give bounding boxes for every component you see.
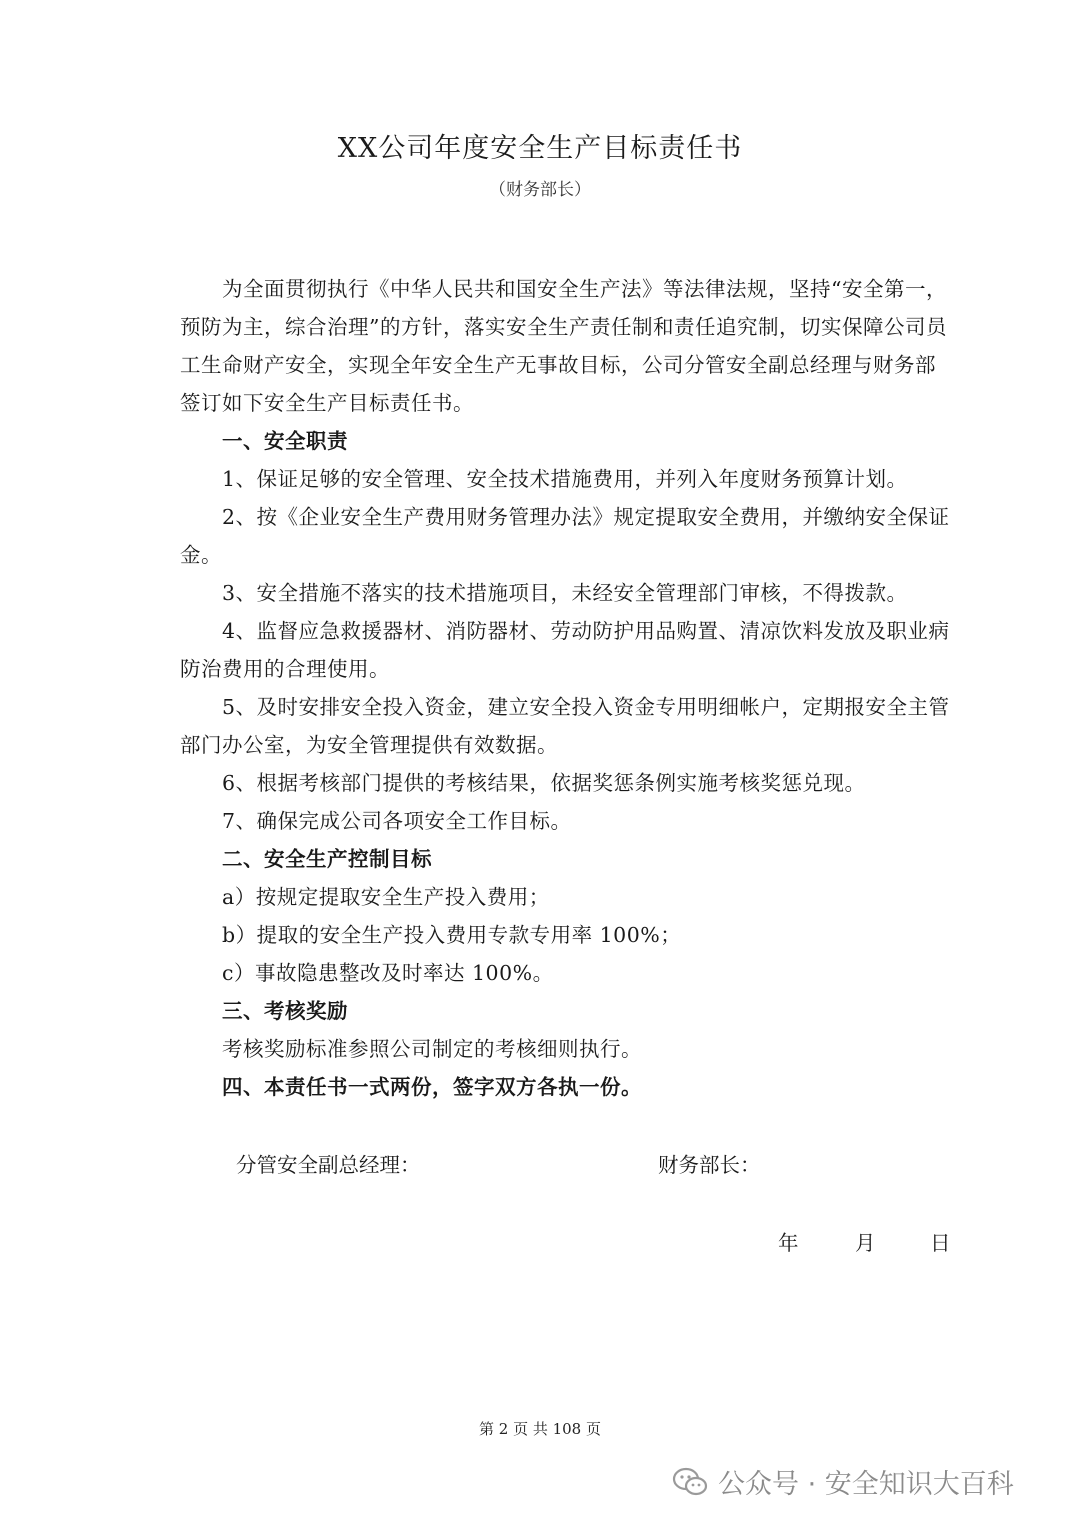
document-title: XX公司年度安全生产目标责任书 (337, 133, 743, 164)
intro-paragraph: 为全面贯彻执行《中华人民共和国安全生产法》等法律法规，坚持“安全第一，预防为主，综合治理”的方针，落实安全生产责任制和责任追究制，切实保障公司员工生命财产安全，实现全年安全生产无事故目标，公司分管安全副总经理与财务部签订如下安全生产目标责任书。 (180, 277, 947, 415)
section-heading: 二、安全生产控制目标 (222, 847, 432, 871)
duty-item: 2、按《企业安全生产费用财务管理办法》规定提取安全费用，并缴纳安全保证金。 (180, 505, 950, 567)
signature-right-label: 财务部长： (658, 1153, 761, 1177)
target-item: a）按规定提取安全生产投入费用； (222, 885, 550, 909)
document-subtitle: （财务部长） (489, 180, 591, 200)
document-body (180, 270, 955, 1106)
duty-item: 5、及时安排安全投入资金，建立安全投入资金专用明细帐户，定期报安全主管部门办公室，为安全管理提供有效数据。 (180, 695, 950, 757)
duty-item: 6、根据考核部门提供的考核结果，依据奖惩条例实施考核奖惩兑现。 (222, 771, 866, 795)
watermark (672, 1462, 1014, 1501)
closing-statement: 四、本责任书一式两份，签字双方各执一份。 (222, 1075, 642, 1099)
signature-left-label: 分管安全副总经理： (236, 1153, 421, 1177)
watermark-text: 公众号 · 安全知识大百科 (718, 1469, 1014, 1500)
target-item: c）事故隐患整改及时率达 100%。 (222, 961, 554, 985)
date-year: 年 (778, 1231, 799, 1255)
duty-item: 7、确保完成公司各项安全工作目标。 (222, 809, 572, 833)
section-heading: 一、安全职责 (222, 429, 348, 453)
duty-item: 4、监督应急救援器材、消防器材、劳动防护用品购置、清凉饮料发放及职业病防治费用的合理使用。 (180, 619, 950, 681)
wechat-icon (672, 1467, 708, 1497)
page-footer: 第 2 页 共 108 页 (478, 1420, 601, 1438)
duty-item: 3、安全措施不落实的技术措施项目，未经安全管理部门审核，不得拨款。 (222, 581, 908, 605)
date-day: 日 (930, 1231, 951, 1255)
target-item: b）提取的安全生产投入费用专款专用率 100%； (222, 923, 682, 947)
reward-item: 考核奖励标准参照公司制定的考核细则执行。 (222, 1037, 642, 1061)
duty-item: 1、保证足够的安全管理、安全技术措施费用，并列入年度财务预算计划。 (222, 467, 908, 491)
date-month: 月 (855, 1231, 876, 1255)
section-heading: 三、考核奖励 (222, 999, 348, 1023)
